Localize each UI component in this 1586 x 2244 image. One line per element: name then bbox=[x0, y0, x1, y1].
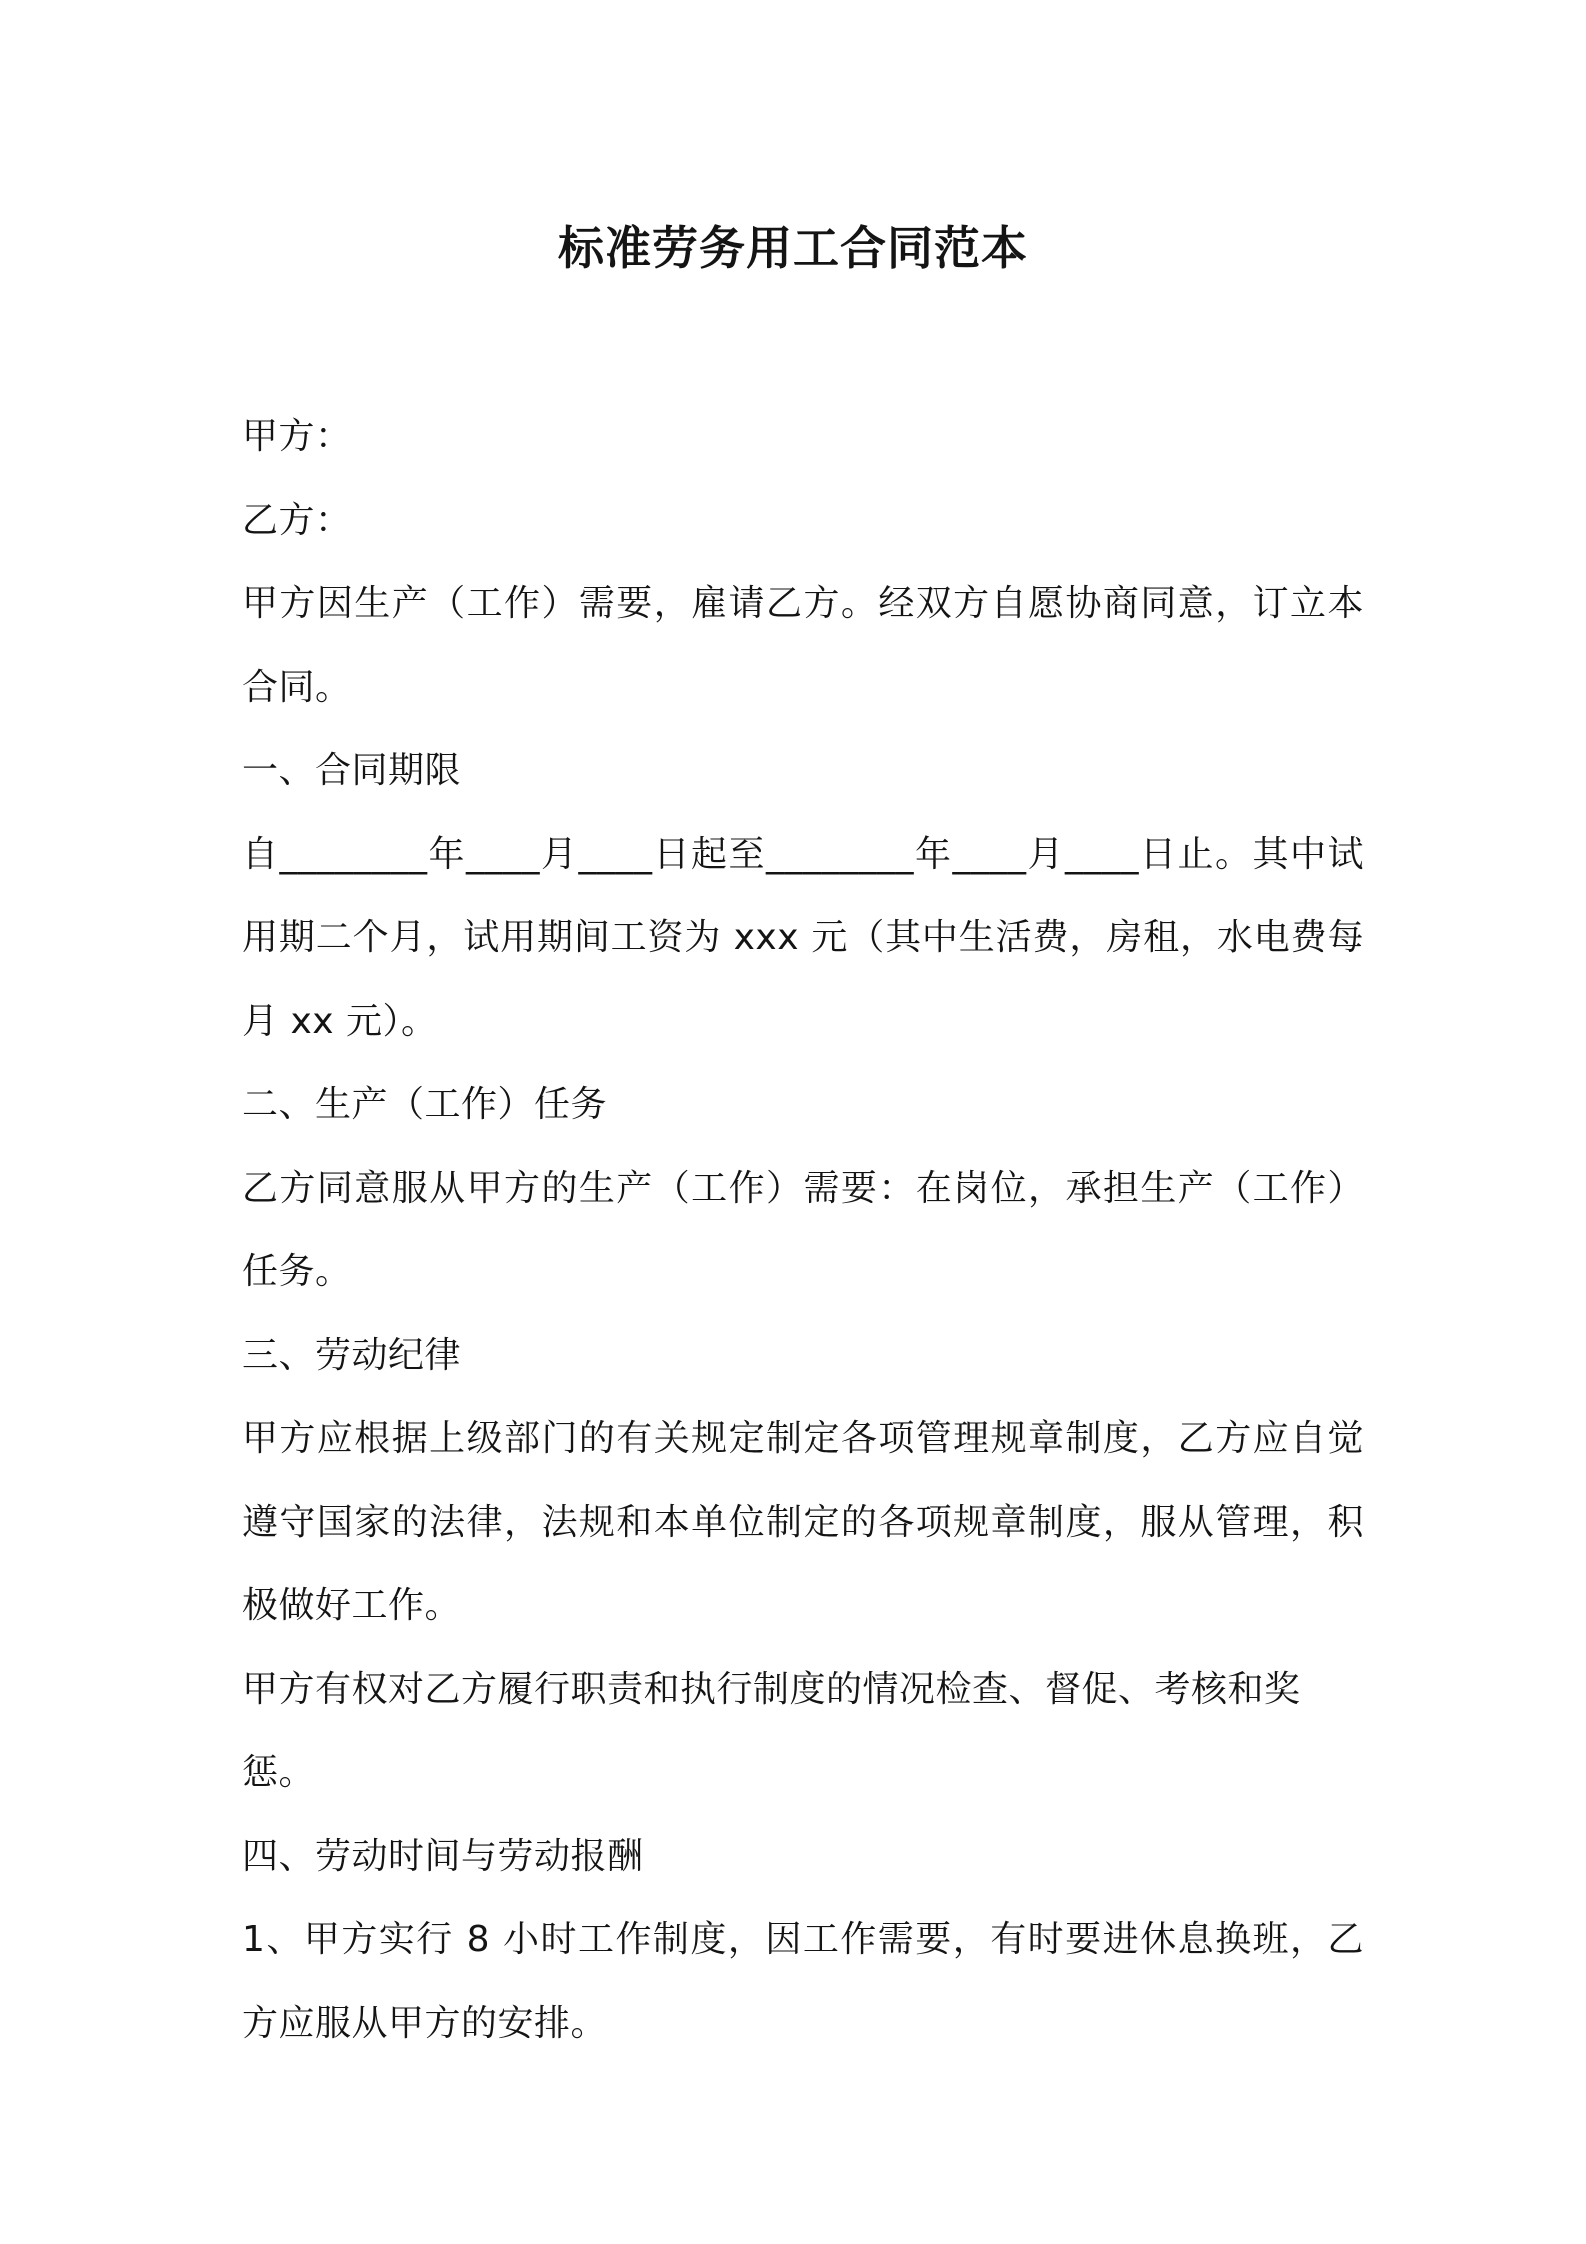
section-heading-term: 一、合同期限 bbox=[242, 750, 462, 791]
party-a-line: 甲方： bbox=[242, 416, 352, 457]
discipline-paragraph: 甲方应根据上级部门的有关规定制定各项管理规章制度，乙方应自觉遵守国家的法律，法规和本单位制定的各项规章制度，服从管理，积极做好工作。 bbox=[242, 1418, 1364, 1626]
party-b-line: 乙方： bbox=[242, 499, 352, 541]
hours-paragraph: 1、甲方实行 8 小时工作制度，因工作需要，有时要进休息换班，乙方应服从甲方的安排。 bbox=[242, 1919, 1364, 2044]
document-body bbox=[242, 395, 1364, 2065]
inspection-paragraph: 甲方有权对乙方履行职责和执行制度的情况检查、督促、考核和奖惩。 bbox=[242, 1668, 1301, 1793]
section-heading-tasks: 二、生产（工作）任务 bbox=[242, 1084, 608, 1125]
section-heading-hours-pay: 四、劳动时间与劳动报酬 bbox=[242, 1835, 644, 1877]
document-title: 标准劳务用工合同范本 bbox=[558, 221, 1028, 275]
section-heading-discipline: 三、劳动纪律 bbox=[242, 1334, 462, 1376]
tasks-paragraph: 乙方同意服从甲方的生产（工作）需要：在岗位，承担生产（工作）任务。 bbox=[242, 1167, 1364, 1292]
term-paragraph: 自________年____月____日起至________年____月____日止。其中试用期二个月，试用期间工资为 xxx 元（其中生活费，房租，水电费每月 xx 元）。 bbox=[242, 833, 1364, 1042]
intro-paragraph: 甲方因生产（工作）需要，雇请乙方。经双方自愿协商同意，订立本合同。 bbox=[242, 583, 1364, 708]
